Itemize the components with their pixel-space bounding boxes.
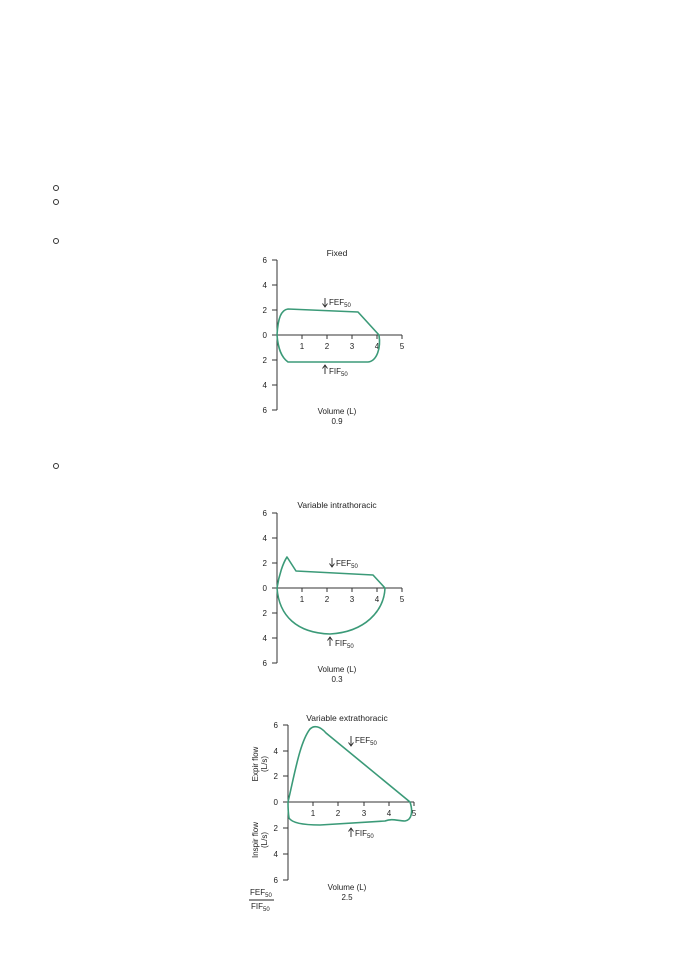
fef50-arrow-icon xyxy=(349,736,354,746)
x-tick-label: 1 xyxy=(299,595,305,604)
x-tick-label: 3 xyxy=(349,342,355,351)
y-tick-label: 0 xyxy=(262,584,267,593)
chart-title: Variable intrathoracic xyxy=(297,500,377,510)
chart-title: Fixed xyxy=(326,248,348,258)
x-axis-label: Volume (L) xyxy=(317,407,357,416)
fef50-label: $FEF_{50}$ xyxy=(336,559,358,570)
ratio-value: 2.5 xyxy=(341,893,353,902)
x-tick-label: 4 xyxy=(374,595,380,604)
y-tick-label: 6 xyxy=(262,659,267,668)
ratio-value: 0.9 xyxy=(331,417,343,426)
x-axis-label: Volume (L) xyxy=(327,883,367,892)
x-tick-label: 5 xyxy=(411,809,417,818)
y-tick-label: 4 xyxy=(262,281,267,290)
x-tick-label: 1 xyxy=(310,809,316,818)
x-tick-label: 4 xyxy=(386,809,392,818)
fif50-label: $FIF_{50}$ xyxy=(355,829,374,840)
x-tick-label: 1 xyxy=(299,342,305,351)
y-tick-label: 4 xyxy=(262,534,267,543)
y-tick-label: 6 xyxy=(262,509,267,518)
x-tick-label: 2 xyxy=(335,809,341,818)
y-tick-label: 6 xyxy=(262,256,267,265)
fif50-label: $FIF_{50}$ xyxy=(335,639,354,650)
x-tick-label: 5 xyxy=(399,595,405,604)
x-ticks xyxy=(313,802,414,806)
y-tick-label: 6 xyxy=(273,876,278,885)
y-tick-label: 0 xyxy=(273,798,278,807)
y-tick-label: 4 xyxy=(273,747,278,756)
y-tick-label: 2 xyxy=(273,772,278,781)
y-tick-label: 4 xyxy=(262,634,267,643)
expir-flow-unit: (L/s) xyxy=(260,756,269,772)
ratio-numerator: $FEF_{50}$ xyxy=(250,888,272,899)
y-tick-label: 2 xyxy=(262,356,267,365)
chart-title: Variable extrathoracic xyxy=(306,713,388,723)
inspir-flow-unit: (L/s) xyxy=(260,832,269,848)
y-tick-label: 0 xyxy=(262,331,267,340)
y-tick-label: 2 xyxy=(262,306,267,315)
x-tick-label: 3 xyxy=(349,595,355,604)
x-tick-label: 2 xyxy=(324,342,330,351)
x-tick-label: 5 xyxy=(399,342,405,351)
x-tick-label: 2 xyxy=(324,595,330,604)
y-tick-label: 2 xyxy=(273,824,278,833)
y-tick-label: 2 xyxy=(262,609,267,618)
x-axis-label: Volume (L) xyxy=(317,665,357,674)
ratio-denominator: $FIF_{50}$ xyxy=(251,902,270,913)
expir-flow-label: Expir flow xyxy=(251,746,260,782)
flow-volume-loop xyxy=(288,727,412,825)
fef50-label: $FEF_{50}$ xyxy=(355,736,377,747)
ratio-value: 0.3 xyxy=(331,675,343,684)
y-tick-label: 2 xyxy=(262,559,267,568)
x-tick-label: 4 xyxy=(374,342,380,351)
fif50-arrow-icon xyxy=(349,828,354,837)
y-tick-label: 4 xyxy=(262,381,267,390)
x-tick-label: 3 xyxy=(361,809,367,818)
fef50-label: $FEF_{50}$ xyxy=(329,298,351,309)
y-tick-label: 6 xyxy=(273,721,278,730)
inspir-flow-label: Inspir flow xyxy=(251,821,260,859)
fif50-label: $FIF_{50}$ xyxy=(329,367,348,378)
y-tick-label: 4 xyxy=(273,850,278,859)
y-tick-label: 6 xyxy=(262,406,267,415)
